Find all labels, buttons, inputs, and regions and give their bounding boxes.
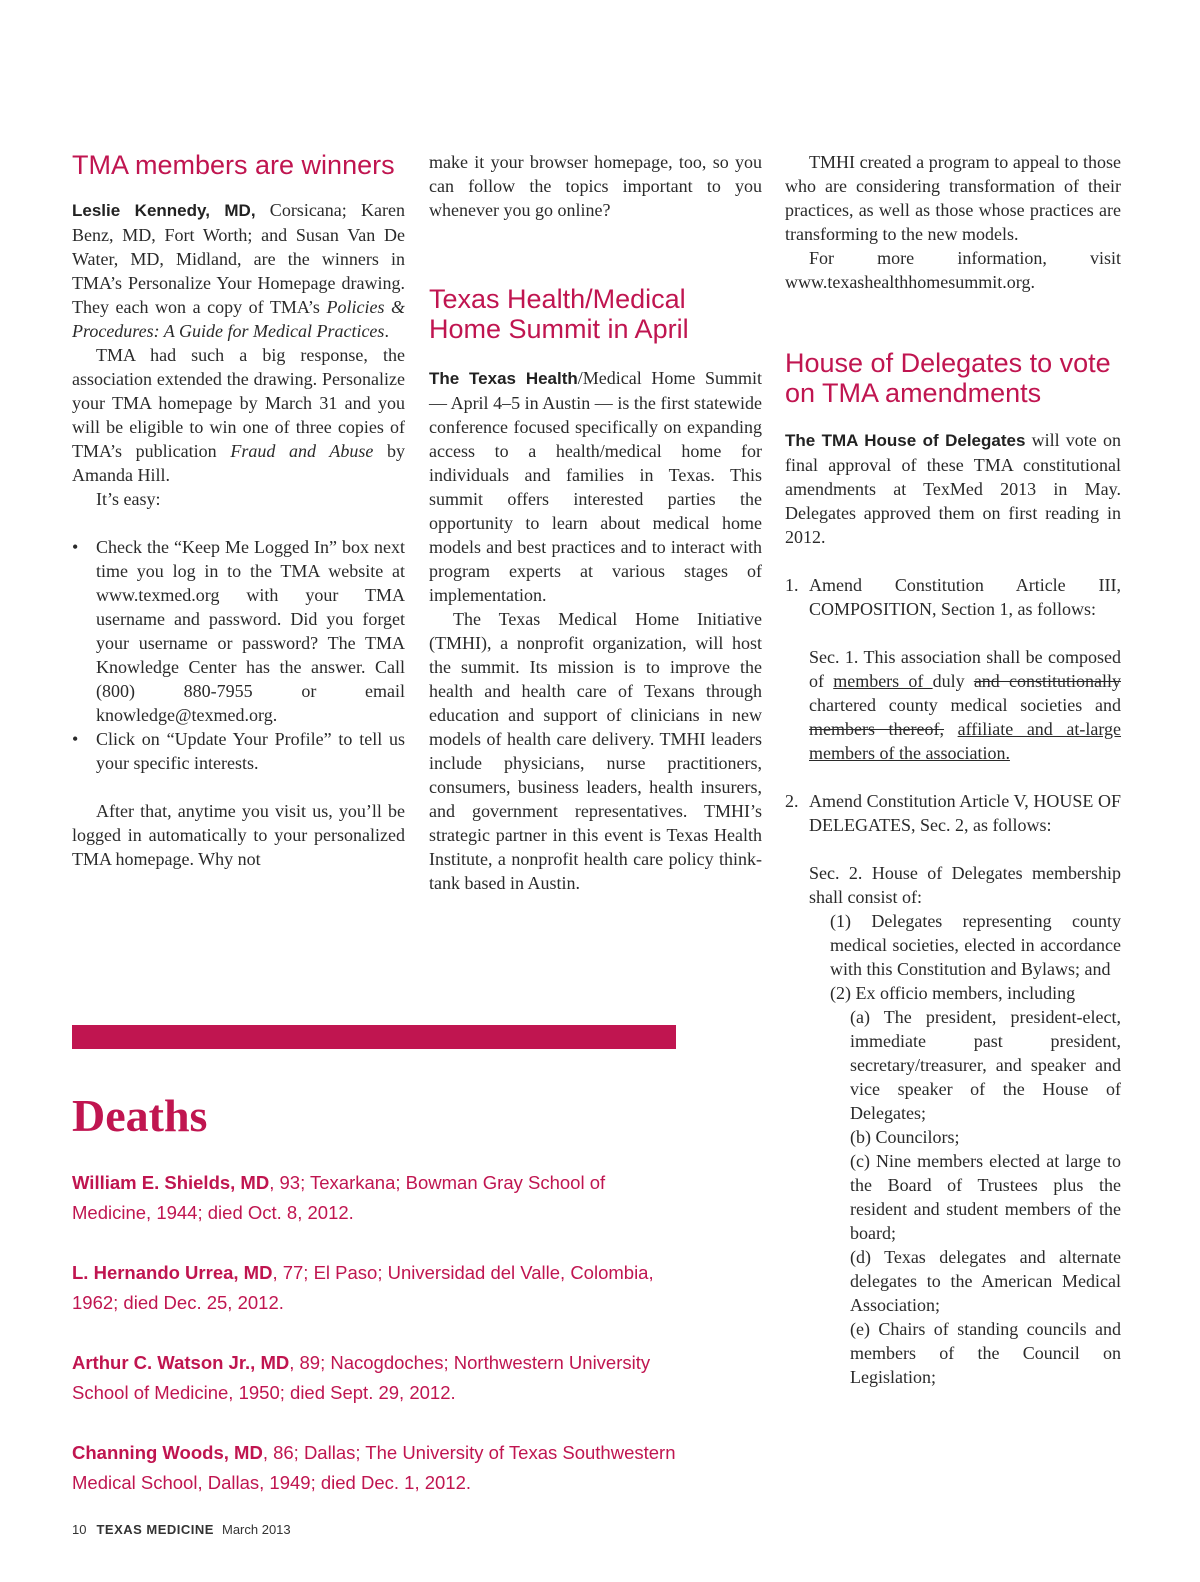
continued-paragraph: make it your browser homepage, too, so you can follow the topics important to you whenever you go online?: [429, 152, 762, 220]
column-3: [785, 150, 1121, 1389]
delegates-paragraph: The TMA House of Delegates will vote on final approval of these TMA constitutional amendments at TexMed 2013 in May. Delegates approved them on first reading in 2012.: [785, 430, 1121, 547]
delegates-lead: The TMA House of Delegates: [785, 431, 1026, 450]
amendment-item: 1. Amend Constitution Article III, COMPOSITION, Section 1, as follows: Sec. 1. This association shall be composed of members of duly and constitutionally chartered county medical societies and members thereof, affiliate and at-large members of the association.: [785, 575, 1122, 763]
deaths-divider-bar: [72, 1025, 676, 1049]
sec2-item-1: (1) Delegates representing county medical societies, elected in accordance with this Constitution and Bylaws; and: [830, 911, 1121, 979]
column-1: [72, 150, 405, 871]
column-2: [429, 150, 762, 895]
instructions-list: [72, 535, 405, 775]
page-footer: [72, 1522, 291, 1537]
amendment-item: 2. Amend Constitution Article V, HOUSE OF DELEGATES, Sec. 2, as follows: Sec. 2. House of Delegates membership shall consist of: (1) Delegates representing county medical societies, elected in accordance with this Constitution and Bylaws; and (2) Ex officio members, including (a) The president, president-elect, immediate past president, secretary/treasurer, and speaker and vice speaker of the House of Delegates; (b) Councilors; (c) Nine members elected at large to the Board of Trustees plus the resident and student members of the board; (d) Texas delegates and alternate delegates to the American Medical Association; (e) Chairs of standing councils and members of the Council on Legislation;: [785, 791, 1121, 1387]
summit-heading: Texas Health/Medical Home Summit in April: [429, 284, 689, 344]
sec2-subitem: (b) Councilors;: [850, 1127, 960, 1147]
house-of-delegates-heading: House of Delegates to vote on TMA amendments: [785, 348, 1111, 408]
magazine-name: TEXAS MEDICINE: [96, 1522, 214, 1537]
more-info-paragraph: For more information, visit www.texashealthhomesummit.org.: [785, 248, 1121, 292]
sec2-subitem: (d) Texas delegates and alternate delegates to the American Medical Association;: [850, 1247, 1121, 1315]
summit-paragraph: The Texas Health/Medical Home Summit — April 4–5 in Austin — is the first statewide conference focused specifically on expanding access to a health/medical home for individuals and families in Texas. This summit offers interested parties the opportunity to learn about medical home models and best practices and to interact with program experts at various stages of implementation.: [429, 368, 762, 605]
issue-date: March 2013: [221, 1522, 291, 1537]
obituary-entry: Arthur C. Watson Jr., MD, 89; Nacogdoches; Northwestern University School of Medicine, 1950; died Sept. 29, 2012.: [72, 1352, 651, 1403]
tmhi-paragraph: The Texas Medical Home Initiative (TMHI), a nonprofit organization, will host the summit. Its mission is to improve the health and health care of Texans through education and support of clinicians in new models of health care delivery. TMHI leaders include physicians, nurse practitioners, consumers, business leaders, health insurers, and government representatives. TMHI’s strategic partner in this event is Texas Health Institute, a nonprofit health care policy think-tank based in Austin.: [429, 609, 762, 893]
summit-lead: The Texas Health: [429, 369, 578, 388]
page-number: 10: [72, 1522, 87, 1537]
sec1-text: Sec. 1. This association shall be composed of members of duly and constitutionally chartered county medical societies and members thereof, affiliate and at-large members of the association.: [809, 647, 1122, 763]
bullet-icon: •: [72, 537, 79, 557]
tma-winners-heading: TMA members are winners: [72, 150, 395, 180]
sec2-subitem: (c) Nine members elected at large to the Board of Trustees plus the resident and student members of the board;: [850, 1151, 1121, 1243]
winners-paragraph: Leslie Kennedy, MD, Corsicana; Karen Benz, MD, Fort Worth; and Susan Van De Water, MD, Midland, are the winners in TMA’s Personalize Your Homepage drawing. They each won a copy of TMA’s Policies & Procedures: A Guide for Medical Practices.: [72, 200, 406, 341]
obituaries-list: [72, 1168, 682, 1528]
after-that-paragraph: After that, anytime you visit us, you’ll be logged in automatically to your personalized TMA homepage. Why not: [72, 801, 405, 869]
tmhi-program-paragraph: TMHI created a program to appeal to those who are considering transformation of their practices, as well as those whose practices are transforming to the new models.: [785, 152, 1121, 244]
its-easy-text: It’s easy:: [96, 489, 161, 509]
sec2-subitem: (e) Chairs of standing councils and members of the Council on Legislation;: [850, 1319, 1121, 1387]
obituary-entry: Channing Woods, MD, 86; Dallas; The University of Texas Southwestern Medical School, Dallas, 1949; died Dec. 1, 2012.: [72, 1442, 676, 1493]
sec2-subitem: (a) The president, president-elect, immediate past president, secretary/treasurer, and speaker and vice speaker of the House of Delegates;: [850, 1007, 1121, 1123]
list-item: • Click on “Update Your Profile” to tell us your specific interests.: [72, 729, 405, 773]
bullet-icon: •: [72, 729, 79, 749]
sec2-item-2: (2) Ex officio members, including: [830, 983, 1076, 1003]
obituary-entry: William E. Shields, MD, 93; Texarkana; Bowman Gray School of Medicine, 1944; died Oct. 8, 2012.: [72, 1172, 606, 1223]
winners-lead: Leslie Kennedy, MD,: [72, 201, 256, 220]
deaths-title: Deaths: [72, 1090, 208, 1141]
list-item: • Check the “Keep Me Logged In” box next time you log in to the TMA website at www.texmed.org with your TMA username and password. Did you forget your username or password? The TMA Knowledge Center has the answer. Call (800) 880-7955 or email knowledge@texmed.org.: [72, 537, 405, 725]
obituary-entry: L. Hernando Urrea, MD, 77; El Paso; Universidad del Valle, Colombia, 1962; died Dec. 25, 2012.: [72, 1262, 654, 1313]
sec2-text: Sec. 2. House of Delegates membership shall consist of:: [809, 863, 1121, 907]
amendments-list: [785, 573, 1121, 1389]
drawing-extended-paragraph: TMA had such a big response, the association extended the drawing. Personalize your TMA homepage by March 31 and you will be eligible to win one of three copies of TMA’s publication Fraud and Abuse by Amanda Hill.: [72, 345, 405, 485]
